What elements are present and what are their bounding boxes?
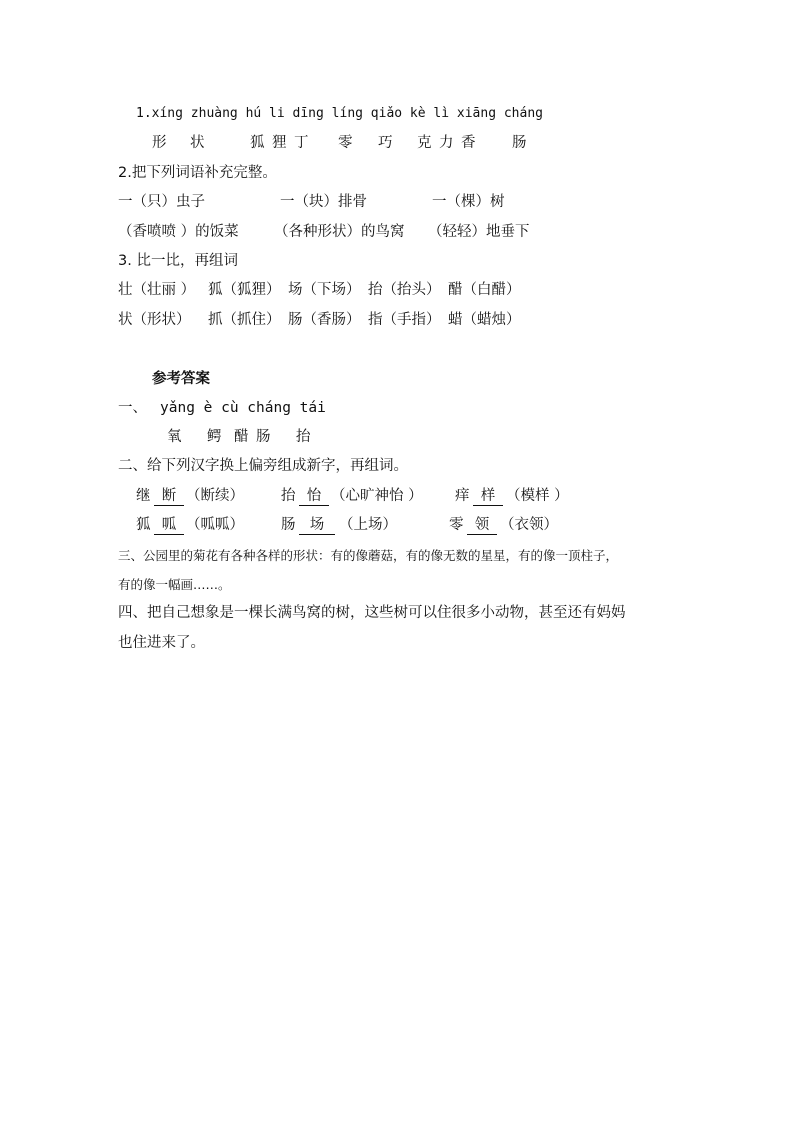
q2-item: （香喷喷 ）的饭菜: [118, 224, 239, 240]
a2-new-char: 怡: [299, 487, 329, 506]
a2-base-char: 继: [136, 488, 151, 504]
a1-char: 鳄: [207, 429, 222, 445]
answers-heading: 参考答案: [152, 371, 210, 387]
a2-word: （断续）: [186, 488, 244, 504]
q3-item: 肠（香肠）: [288, 312, 361, 328]
q2-item: （轻轻）地垂下: [428, 224, 530, 240]
q1-char: 力: [439, 135, 454, 151]
a1-char: 抬: [296, 429, 311, 445]
q1-char: 形: [152, 135, 167, 151]
a1-char: 肠: [256, 429, 271, 445]
q3-item: 场（下场）: [288, 282, 361, 298]
q2-item: 一（只）虫子: [118, 194, 205, 210]
q3-item: 抬（抬头）: [368, 282, 441, 298]
a2-word: （衣领）: [500, 517, 558, 533]
a2-base-char: 肠: [281, 517, 296, 533]
a1-char: 醋: [234, 429, 249, 445]
q1-char: 巧: [378, 135, 393, 151]
a2-base-char: 抬: [281, 488, 296, 504]
q1-char: 状: [190, 135, 205, 151]
q1-char: 丁: [294, 135, 309, 151]
a2-base-char: 狐: [136, 517, 151, 533]
q1-char: 肠: [512, 135, 527, 151]
q2-item: 一（棵）树: [432, 194, 505, 210]
q1-char: 狸: [272, 135, 287, 151]
q2-item: 一（块）排骨: [280, 194, 367, 210]
a4-line: 也住进来了。: [118, 635, 205, 651]
q3-item: 醋（白醋）: [448, 282, 521, 298]
q3-item: 蜡（蜡烛）: [448, 312, 521, 328]
q1-char: 克: [417, 135, 432, 151]
q2-item: （各种形状）的鸟窝: [274, 224, 405, 240]
a4-line: 四、把自己想象是一棵长满鸟窝的树，这些树可以住很多小动物，甚至还有妈妈: [118, 605, 626, 621]
a2-title: 二、给下列汉字换上偏旁组成新字，再组词。: [118, 458, 408, 474]
q3-item: 狐（狐狸）: [208, 282, 281, 298]
a2-word: （呱呱）: [186, 517, 244, 533]
q3-title: 3. 比一比，再组词: [118, 253, 238, 269]
a2-base-char: 痒: [455, 488, 470, 504]
a3-line: 三、公园里的菊花有各种各样的形状：有的像蘑菇，有的像无数的星星，有的像一顶柱子，: [118, 548, 619, 563]
q1-char: 狐: [250, 135, 265, 151]
a1-pinyin: yǎng è cù cháng tái: [160, 400, 326, 416]
a2-word: （上场）: [339, 517, 397, 533]
a2-new-char: 样: [473, 487, 503, 506]
a1-label: 一、: [118, 400, 147, 416]
a1-char: 氧: [167, 429, 182, 445]
a3-line: 有的像一幅画……。: [118, 577, 231, 592]
a2-new-char: 领: [467, 516, 497, 535]
q3-item: 指（手指）: [368, 312, 441, 328]
q1-char: 零: [338, 135, 353, 151]
q3-item: 抓（抓住）: [208, 312, 281, 328]
a2-word: （模样 ）: [506, 488, 569, 504]
q3-item: 壮（壮丽 ）: [118, 282, 196, 298]
a2-new-char: 呱: [154, 516, 184, 535]
a2-new-char: 断: [154, 487, 184, 506]
q1-pinyin: 1.xíng zhuàng hú li dīng líng qiǎo kè lì xiāng cháng: [136, 106, 543, 121]
a2-new-char: 场: [299, 516, 335, 535]
a2-base-char: 零: [449, 517, 464, 533]
q1-char: 香: [461, 135, 476, 151]
q3-item: 状（形状）: [118, 312, 191, 328]
a2-word: （心旷神怡 ）: [331, 488, 423, 504]
q2-title: 2.把下列词语补充完整。: [118, 165, 277, 181]
